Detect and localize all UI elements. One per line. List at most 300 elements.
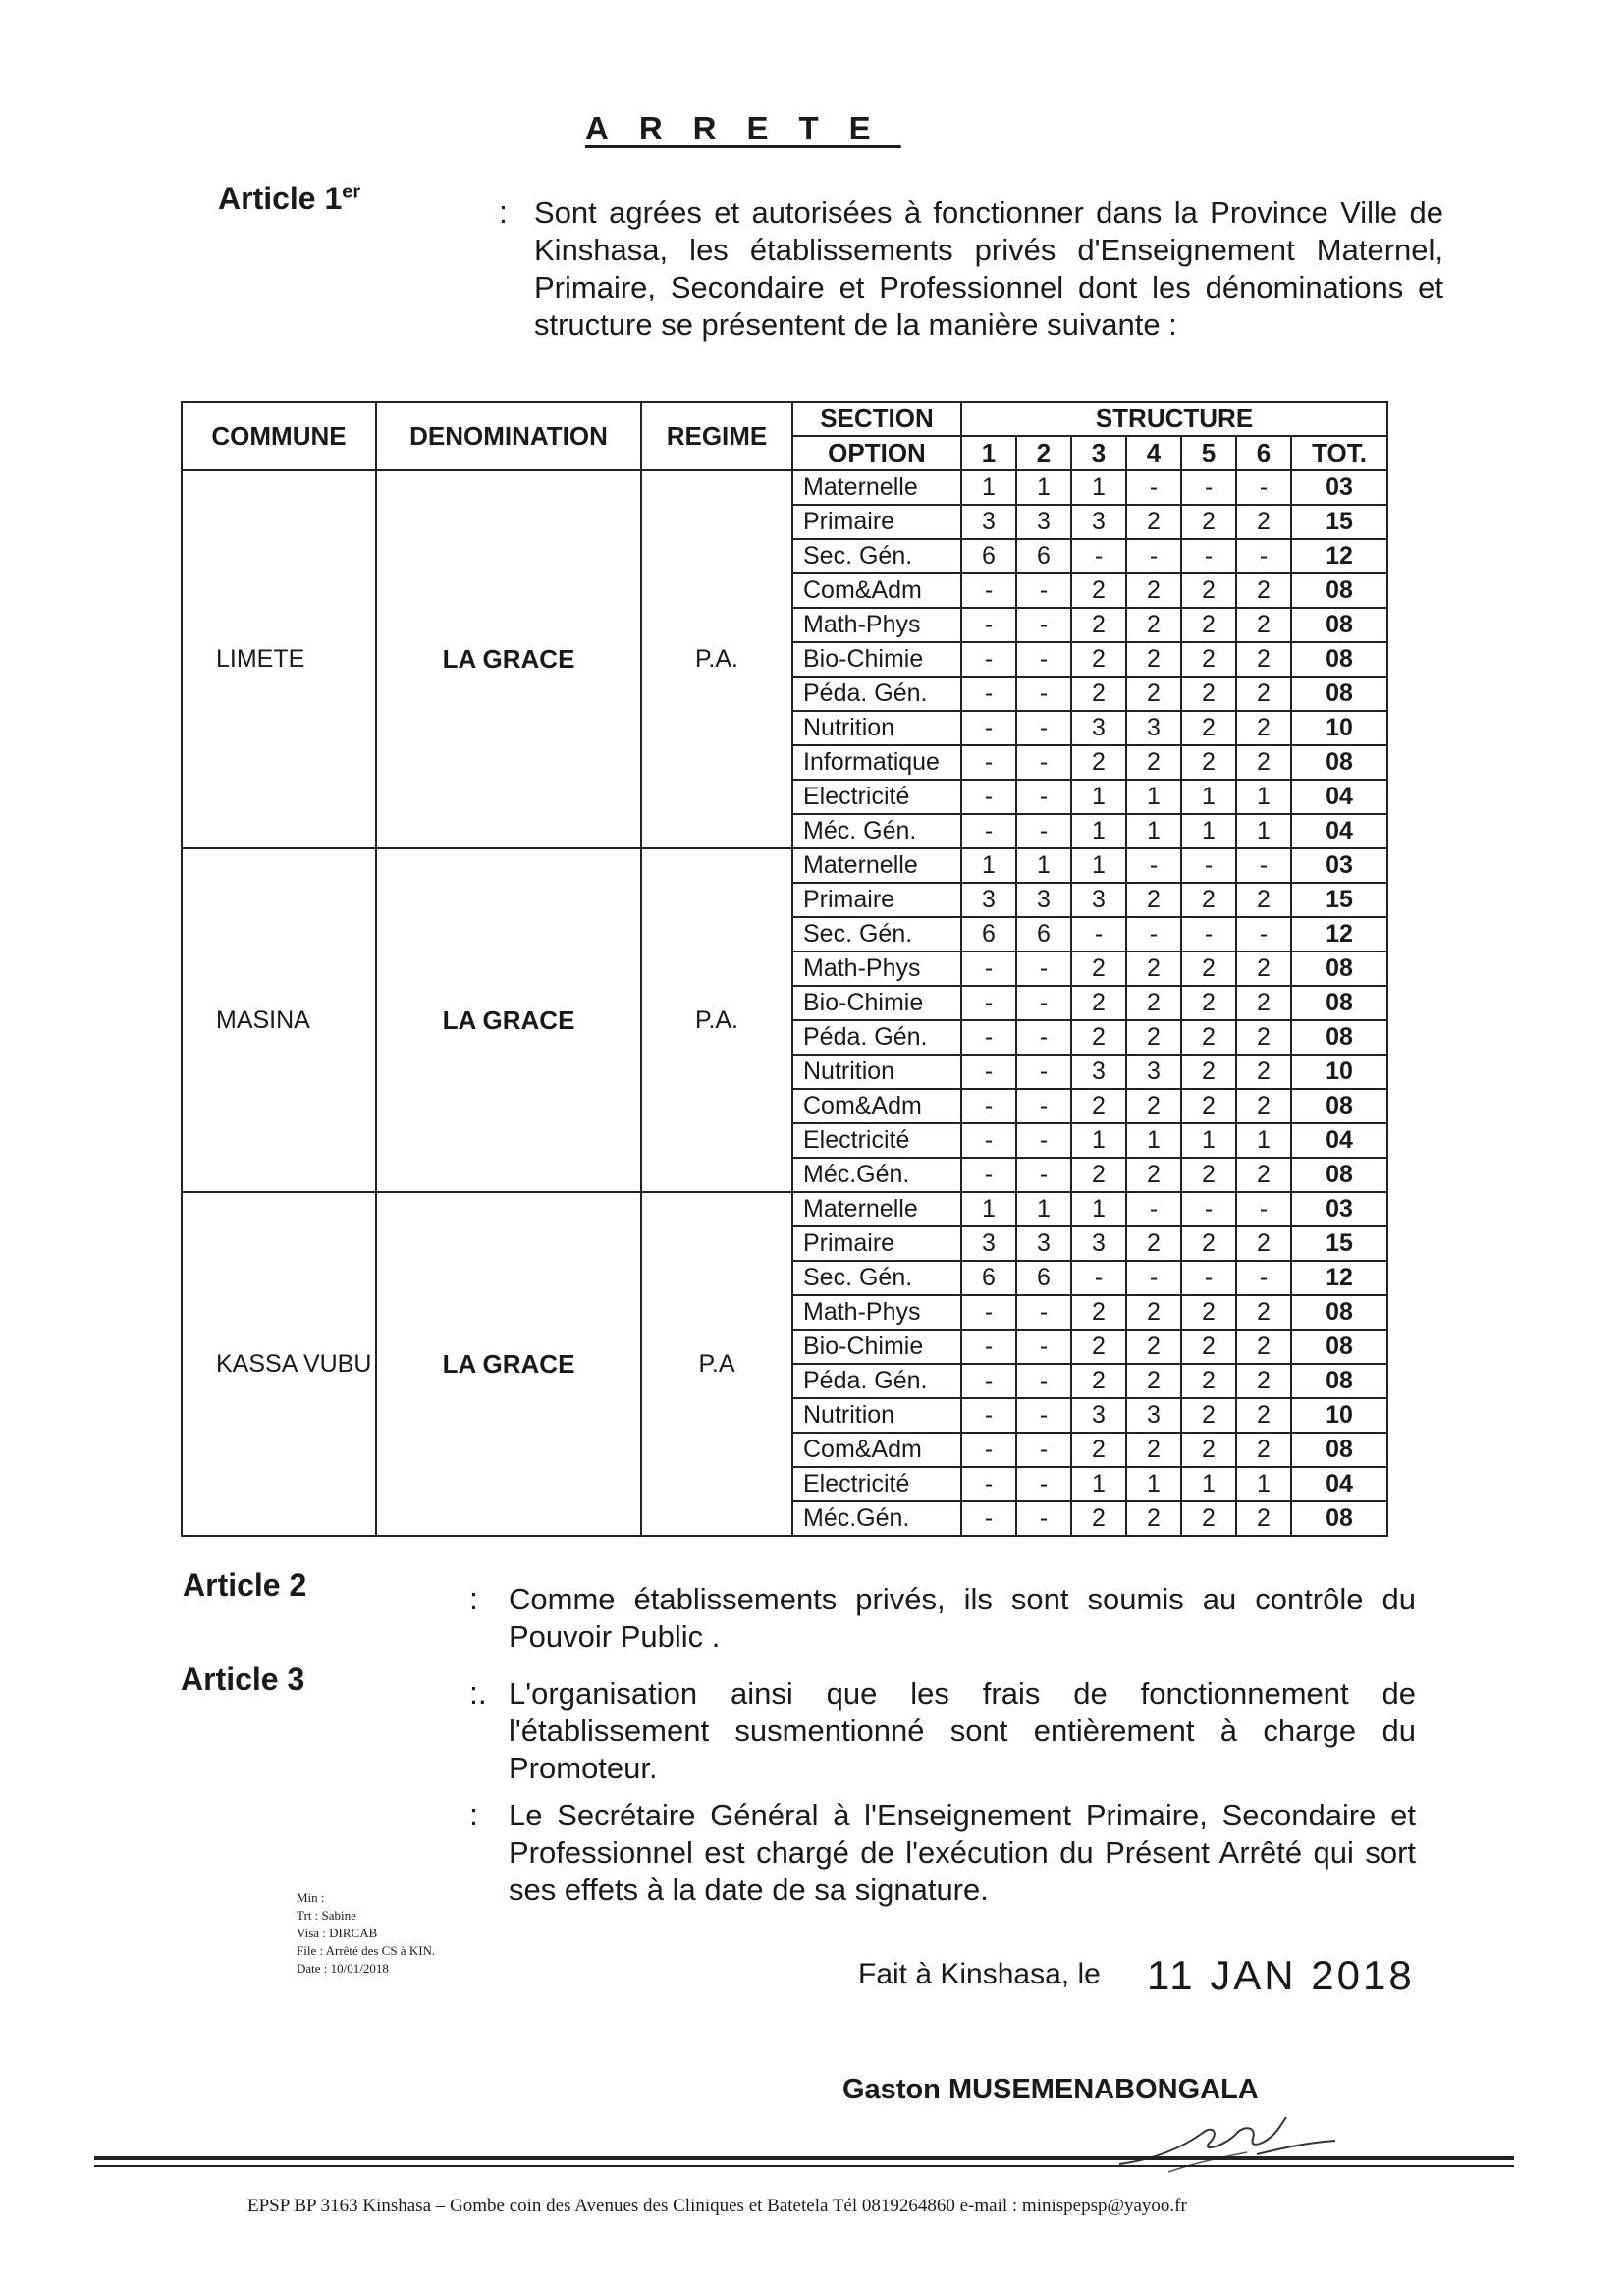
year-4-cell: 2: [1126, 1501, 1181, 1536]
year-4-cell: 2: [1126, 1089, 1181, 1123]
denomination-cell: LA GRACE: [376, 1192, 641, 1536]
year-6-cell: 2: [1236, 677, 1291, 711]
total-cell: 04: [1291, 1467, 1387, 1501]
handwritten-signature: [1110, 2103, 1345, 2182]
year-1-cell: -: [961, 780, 1016, 814]
option-cell: Péda. Gén.: [792, 1364, 961, 1398]
header-year-6: 6: [1236, 436, 1291, 470]
year-3-cell: 1: [1071, 814, 1126, 848]
file-meta-line: File : Arrêté des CS à KIN.: [297, 1943, 436, 1958]
footer-rule: [94, 2156, 1514, 2160]
year-3-cell: 2: [1071, 1501, 1126, 1536]
total-cell: 15: [1291, 1226, 1387, 1261]
year-5-cell: -: [1181, 848, 1236, 883]
year-1-cell: -: [961, 1295, 1016, 1330]
header-denomination: DENOMINATION: [376, 402, 641, 470]
year-4-cell: 2: [1126, 1020, 1181, 1055]
year-6-cell: 2: [1236, 1226, 1291, 1261]
option-cell: Electricité: [792, 1467, 961, 1501]
year-2-cell: -: [1016, 642, 1071, 677]
year-4-cell: -: [1126, 848, 1181, 883]
year-2-cell: -: [1016, 1364, 1071, 1398]
year-6-cell: -: [1236, 470, 1291, 505]
signatory-name: Gaston MUSEMENABONGALA: [842, 2074, 1259, 2105]
year-4-cell: 1: [1126, 814, 1181, 848]
article-1-colon: :: [499, 194, 508, 230]
year-5-cell: 2: [1181, 1295, 1236, 1330]
year-5-cell: 1: [1181, 814, 1236, 848]
year-4-cell: -: [1126, 917, 1181, 951]
year-5-cell: 2: [1181, 711, 1236, 745]
article-1-label-sup: er: [342, 181, 361, 203]
year-5-cell: 1: [1181, 1123, 1236, 1158]
year-6-cell: 2: [1236, 711, 1291, 745]
year-4-cell: 1: [1126, 1123, 1181, 1158]
year-2-cell: -: [1016, 1295, 1071, 1330]
option-cell: Primaire: [792, 883, 961, 917]
option-cell: Péda. Gén.: [792, 1020, 961, 1055]
year-1-cell: -: [961, 1364, 1016, 1398]
header-year-2: 2: [1016, 436, 1071, 470]
year-4-cell: 2: [1126, 1364, 1181, 1398]
year-2-cell: -: [1016, 1123, 1071, 1158]
year-1-cell: 1: [961, 470, 1016, 505]
signed-at-text: Fait à Kinshasa, le: [858, 1958, 1101, 1990]
total-cell: 08: [1291, 573, 1387, 608]
year-4-cell: 2: [1126, 1158, 1181, 1192]
file-metadata: [297, 1889, 435, 1978]
year-5-cell: -: [1181, 917, 1236, 951]
year-3-cell: 2: [1071, 1020, 1126, 1055]
year-1-cell: 6: [961, 917, 1016, 951]
year-4-cell: -: [1126, 539, 1181, 573]
year-5-cell: 2: [1181, 1055, 1236, 1089]
header-year-4: 4: [1126, 436, 1181, 470]
year-2-cell: -: [1016, 608, 1071, 642]
option-cell: Bio-Chimie: [792, 1330, 961, 1364]
option-cell: Primaire: [792, 1226, 961, 1261]
year-4-cell: 2: [1126, 986, 1181, 1020]
year-4-cell: 2: [1126, 1295, 1181, 1330]
year-4-cell: 2: [1126, 573, 1181, 608]
regime-cell: P.A.: [641, 470, 792, 848]
year-3-cell: -: [1071, 917, 1126, 951]
file-meta-line: Date : 10/01/2018: [297, 1961, 389, 1976]
option-cell: Maternelle: [792, 1192, 961, 1226]
header-commune: COMMUNE: [182, 402, 376, 470]
year-5-cell: 2: [1181, 573, 1236, 608]
year-5-cell: 2: [1181, 608, 1236, 642]
year-3-cell: 2: [1071, 1364, 1126, 1398]
year-1-cell: -: [961, 814, 1016, 848]
option-cell: Math-Phys: [792, 951, 961, 986]
year-1-cell: 3: [961, 1226, 1016, 1261]
year-4-cell: 2: [1126, 677, 1181, 711]
year-3-cell: 3: [1071, 883, 1126, 917]
year-6-cell: 2: [1236, 1020, 1291, 1055]
table-header-row: [182, 402, 1387, 436]
year-1-cell: -: [961, 1089, 1016, 1123]
year-1-cell: 3: [961, 505, 1016, 539]
year-2-cell: -: [1016, 1158, 1071, 1192]
option-cell: Math-Phys: [792, 608, 961, 642]
header-regime: REGIME: [641, 402, 792, 470]
year-2-cell: -: [1016, 1398, 1071, 1433]
article-2-text: Comme établissements privés, ils sont soumis au contrôle du Pouvoir Public .: [509, 1582, 1416, 1654]
total-cell: 08: [1291, 986, 1387, 1020]
year-2-cell: -: [1016, 1330, 1071, 1364]
year-5-cell: 2: [1181, 677, 1236, 711]
year-5-cell: 2: [1181, 1501, 1236, 1536]
year-4-cell: -: [1126, 470, 1181, 505]
header-year-1: 1: [961, 436, 1016, 470]
commune-cell: LIMETE: [182, 470, 376, 848]
year-3-cell: 2: [1071, 1330, 1126, 1364]
option-cell: Méc. Gén.: [792, 814, 961, 848]
year-6-cell: 2: [1236, 883, 1291, 917]
year-2-cell: -: [1016, 1055, 1071, 1089]
year-2-cell: 6: [1016, 917, 1071, 951]
year-6-cell: 2: [1236, 1089, 1291, 1123]
year-2-cell: -: [1016, 780, 1071, 814]
header-total: TOT.: [1291, 436, 1387, 470]
year-5-cell: 2: [1181, 1158, 1236, 1192]
total-cell: 08: [1291, 951, 1387, 986]
year-5-cell: -: [1181, 1192, 1236, 1226]
option-cell: Maternelle: [792, 470, 961, 505]
year-1-cell: 6: [961, 1261, 1016, 1295]
year-2-cell: 3: [1016, 1226, 1071, 1261]
year-3-cell: 3: [1071, 505, 1126, 539]
option-cell: Math-Phys: [792, 1295, 961, 1330]
year-2-cell: -: [1016, 1467, 1071, 1501]
year-4-cell: -: [1126, 1261, 1181, 1295]
total-cell: 08: [1291, 745, 1387, 780]
year-6-cell: -: [1236, 539, 1291, 573]
footer-address: EPSP BP 3163 Kinshasa – Gombe coin des Avenues des Cliniques et Batetela Tél 0819264860 e-mail : minispepsp@yayoo.fr: [247, 2196, 1187, 2216]
year-1-cell: 3: [961, 883, 1016, 917]
year-6-cell: 2: [1236, 745, 1291, 780]
year-5-cell: 2: [1181, 1330, 1236, 1364]
year-4-cell: 2: [1126, 642, 1181, 677]
total-cell: 08: [1291, 1364, 1387, 1398]
year-1-cell: -: [961, 1398, 1016, 1433]
year-2-cell: 3: [1016, 883, 1071, 917]
year-4-cell: 2: [1126, 883, 1181, 917]
year-5-cell: 2: [1181, 1089, 1236, 1123]
header-year-3: 3: [1071, 436, 1126, 470]
year-1-cell: -: [961, 1055, 1016, 1089]
year-5-cell: 2: [1181, 1020, 1236, 1055]
article-4-colon: :: [469, 1797, 478, 1832]
year-6-cell: 1: [1236, 1467, 1291, 1501]
year-3-cell: 1: [1071, 470, 1126, 505]
total-cell: 08: [1291, 1295, 1387, 1330]
year-4-cell: 1: [1126, 780, 1181, 814]
year-1-cell: 1: [961, 848, 1016, 883]
year-1-cell: -: [961, 1123, 1016, 1158]
year-6-cell: 2: [1236, 1364, 1291, 1398]
year-3-cell: 2: [1071, 573, 1126, 608]
table-row: [182, 1192, 1387, 1226]
year-6-cell: 1: [1236, 1123, 1291, 1158]
year-6-cell: 2: [1236, 642, 1291, 677]
year-1-cell: -: [961, 711, 1016, 745]
total-cell: 08: [1291, 1089, 1387, 1123]
option-cell: Sec. Gén.: [792, 539, 961, 573]
year-3-cell: 3: [1071, 1398, 1126, 1433]
year-5-cell: 2: [1181, 951, 1236, 986]
year-2-cell: -: [1016, 711, 1071, 745]
table-row: [182, 470, 1387, 505]
article-2-label: Article 2: [183, 1567, 307, 1603]
year-3-cell: 2: [1071, 1089, 1126, 1123]
year-3-cell: 2: [1071, 1433, 1126, 1467]
year-5-cell: 2: [1181, 1433, 1236, 1467]
year-1-cell: -: [961, 1467, 1016, 1501]
article-1-label: [218, 181, 360, 217]
year-5-cell: -: [1181, 1261, 1236, 1295]
year-5-cell: 2: [1181, 745, 1236, 780]
year-2-cell: -: [1016, 1089, 1071, 1123]
total-cell: 12: [1291, 539, 1387, 573]
commune-cell: MASINA: [182, 848, 376, 1192]
year-3-cell: 2: [1071, 608, 1126, 642]
header-structure: STRUCTURE: [961, 402, 1387, 436]
file-meta-line: Trt : Sabine: [297, 1908, 356, 1923]
option-cell: Com&Adm: [792, 1089, 961, 1123]
regime-cell: P.A: [641, 1192, 792, 1536]
article-4-text: Le Secrétaire Général à l'Enseignement Primaire, Secondaire et Professionnel est chargé de l'exécution du Présent Arrêté qui sort ses effets à la date de sa signature.: [509, 1798, 1416, 1907]
year-6-cell: 2: [1236, 505, 1291, 539]
year-6-cell: 2: [1236, 1433, 1291, 1467]
year-3-cell: 2: [1071, 677, 1126, 711]
year-1-cell: -: [961, 1501, 1016, 1536]
year-1-cell: -: [961, 677, 1016, 711]
article-3-colon: :.: [469, 1675, 487, 1711]
total-cell: 08: [1291, 677, 1387, 711]
year-3-cell: 3: [1071, 1226, 1126, 1261]
commune-cell: KASSA VUBU: [182, 1192, 376, 1536]
article-1-text: Sont agrées et autorisées à fonctionner dans la Province Ville de Kinshasa, les établissements privés d'Enseignement Maternel, Primaire, Secondaire et Professionnel dont les dénominations et structure se présentent de la manière suivante :: [534, 195, 1443, 342]
year-3-cell: 2: [1071, 1295, 1126, 1330]
total-cell: 03: [1291, 1192, 1387, 1226]
option-cell: Bio-Chimie: [792, 642, 961, 677]
regime-cell: P.A.: [641, 848, 792, 1192]
year-3-cell: 2: [1071, 986, 1126, 1020]
year-5-cell: 1: [1181, 1467, 1236, 1501]
year-6-cell: 2: [1236, 1055, 1291, 1089]
year-5-cell: 2: [1181, 883, 1236, 917]
table-body: [182, 470, 1387, 1536]
year-4-cell: 3: [1126, 1398, 1181, 1433]
total-cell: 04: [1291, 1123, 1387, 1158]
total-cell: 10: [1291, 1055, 1387, 1089]
option-cell: Méc.Gén.: [792, 1158, 961, 1192]
year-1-cell: -: [961, 608, 1016, 642]
year-5-cell: 2: [1181, 1364, 1236, 1398]
year-2-cell: -: [1016, 1433, 1071, 1467]
file-meta-line: Min :: [297, 1890, 325, 1905]
year-3-cell: -: [1071, 1261, 1126, 1295]
year-4-cell: 2: [1126, 951, 1181, 986]
year-4-cell: 3: [1126, 711, 1181, 745]
year-5-cell: 1: [1181, 780, 1236, 814]
denomination-cell: LA GRACE: [376, 470, 641, 848]
year-1-cell: -: [961, 573, 1016, 608]
option-cell: Electricité: [792, 780, 961, 814]
year-6-cell: 2: [1236, 986, 1291, 1020]
total-cell: 10: [1291, 1398, 1387, 1433]
total-cell: 15: [1291, 505, 1387, 539]
year-2-cell: 1: [1016, 470, 1071, 505]
year-2-cell: -: [1016, 986, 1071, 1020]
year-1-cell: -: [961, 642, 1016, 677]
option-cell: Sec. Gén.: [792, 1261, 961, 1295]
option-cell: Péda. Gén.: [792, 677, 961, 711]
year-3-cell: 2: [1071, 745, 1126, 780]
option-cell: Sec. Gén.: [792, 917, 961, 951]
total-cell: 08: [1291, 1330, 1387, 1364]
year-2-cell: -: [1016, 951, 1071, 986]
year-4-cell: -: [1126, 1192, 1181, 1226]
year-6-cell: 2: [1236, 1501, 1291, 1536]
year-4-cell: 1: [1126, 1467, 1181, 1501]
year-2-cell: -: [1016, 573, 1071, 608]
option-cell: Nutrition: [792, 1055, 961, 1089]
total-cell: 15: [1291, 883, 1387, 917]
year-2-cell: -: [1016, 677, 1071, 711]
year-1-cell: -: [961, 745, 1016, 780]
year-5-cell: 2: [1181, 1398, 1236, 1433]
article-3-text: L'organisation ainsi que les frais de fonctionnement de l'établissement susmentionné sont entièrement à charge du Promoteur.: [509, 1676, 1416, 1785]
year-5-cell: 2: [1181, 986, 1236, 1020]
year-1-cell: -: [961, 951, 1016, 986]
year-1-cell: 6: [961, 539, 1016, 573]
year-4-cell: 3: [1126, 1055, 1181, 1089]
year-6-cell: 1: [1236, 814, 1291, 848]
option-cell: Nutrition: [792, 711, 961, 745]
year-5-cell: -: [1181, 470, 1236, 505]
year-6-cell: 2: [1236, 1398, 1291, 1433]
option-cell: Maternelle: [792, 848, 961, 883]
total-cell: 04: [1291, 780, 1387, 814]
year-6-cell: 2: [1236, 608, 1291, 642]
year-3-cell: 1: [1071, 780, 1126, 814]
year-5-cell: 2: [1181, 642, 1236, 677]
signed-date-stamp: 11 JAN 2018: [1147, 1952, 1415, 1998]
year-5-cell: 2: [1181, 505, 1236, 539]
year-3-cell: 2: [1071, 1158, 1126, 1192]
year-3-cell: 2: [1071, 642, 1126, 677]
year-4-cell: 2: [1126, 1330, 1181, 1364]
year-6-cell: -: [1236, 848, 1291, 883]
year-2-cell: -: [1016, 814, 1071, 848]
year-6-cell: 2: [1236, 951, 1291, 986]
year-6-cell: 2: [1236, 1330, 1291, 1364]
option-cell: Méc.Gén.: [792, 1501, 961, 1536]
table-row: [182, 848, 1387, 883]
year-2-cell: -: [1016, 745, 1071, 780]
year-2-cell: 1: [1016, 1192, 1071, 1226]
year-2-cell: -: [1016, 1501, 1071, 1536]
year-6-cell: 2: [1236, 1295, 1291, 1330]
article-2-colon: :: [469, 1581, 478, 1616]
year-2-cell: 1: [1016, 848, 1071, 883]
year-1-cell: -: [961, 1330, 1016, 1364]
total-cell: 12: [1291, 917, 1387, 951]
structure-table: [181, 401, 1388, 1537]
document-title: ARRETE: [585, 110, 901, 146]
year-4-cell: 2: [1126, 1226, 1181, 1261]
total-cell: 08: [1291, 1433, 1387, 1467]
total-cell: 08: [1291, 1501, 1387, 1536]
year-3-cell: 1: [1071, 1192, 1126, 1226]
year-6-cell: -: [1236, 917, 1291, 951]
denomination-cell: LA GRACE: [376, 848, 641, 1192]
year-4-cell: 2: [1126, 608, 1181, 642]
year-4-cell: 2: [1126, 505, 1181, 539]
year-3-cell: -: [1071, 539, 1126, 573]
year-5-cell: 2: [1181, 1226, 1236, 1261]
year-2-cell: 6: [1016, 539, 1071, 573]
year-2-cell: 6: [1016, 1261, 1071, 1295]
total-cell: 03: [1291, 470, 1387, 505]
total-cell: 08: [1291, 1158, 1387, 1192]
year-3-cell: 1: [1071, 1467, 1126, 1501]
total-cell: 10: [1291, 711, 1387, 745]
article-1-label-text: Article 1: [218, 181, 343, 216]
total-cell: 08: [1291, 1020, 1387, 1055]
file-meta-line: Visa : DIRCAB: [297, 1926, 378, 1940]
total-cell: 08: [1291, 642, 1387, 677]
year-6-cell: -: [1236, 1261, 1291, 1295]
total-cell: 12: [1291, 1261, 1387, 1295]
year-1-cell: -: [961, 986, 1016, 1020]
year-3-cell: 2: [1071, 951, 1126, 986]
year-1-cell: 1: [961, 1192, 1016, 1226]
footer-rule-thin: [94, 2165, 1514, 2167]
year-6-cell: 1: [1236, 780, 1291, 814]
option-cell: Nutrition: [792, 1398, 961, 1433]
option-cell: Informatique: [792, 745, 961, 780]
year-3-cell: 3: [1071, 1055, 1126, 1089]
year-6-cell: 2: [1236, 573, 1291, 608]
year-6-cell: 2: [1236, 1158, 1291, 1192]
header-year-5: 5: [1181, 436, 1236, 470]
year-5-cell: -: [1181, 539, 1236, 573]
year-3-cell: 1: [1071, 1123, 1126, 1158]
total-cell: 08: [1291, 608, 1387, 642]
year-4-cell: 2: [1126, 1433, 1181, 1467]
year-1-cell: -: [961, 1158, 1016, 1192]
option-cell: Bio-Chimie: [792, 986, 961, 1020]
total-cell: 03: [1291, 848, 1387, 883]
year-4-cell: 2: [1126, 745, 1181, 780]
header-section: SECTION: [792, 402, 961, 436]
year-2-cell: -: [1016, 1020, 1071, 1055]
option-cell: Electricité: [792, 1123, 961, 1158]
year-1-cell: -: [961, 1433, 1016, 1467]
year-3-cell: 1: [1071, 848, 1126, 883]
article-3-label: Article 3: [181, 1661, 305, 1697]
header-option: OPTION: [792, 436, 961, 470]
option-cell: Com&Adm: [792, 573, 961, 608]
option-cell: Primaire: [792, 505, 961, 539]
option-cell: Com&Adm: [792, 1433, 961, 1467]
year-2-cell: 3: [1016, 505, 1071, 539]
year-6-cell: -: [1236, 1192, 1291, 1226]
